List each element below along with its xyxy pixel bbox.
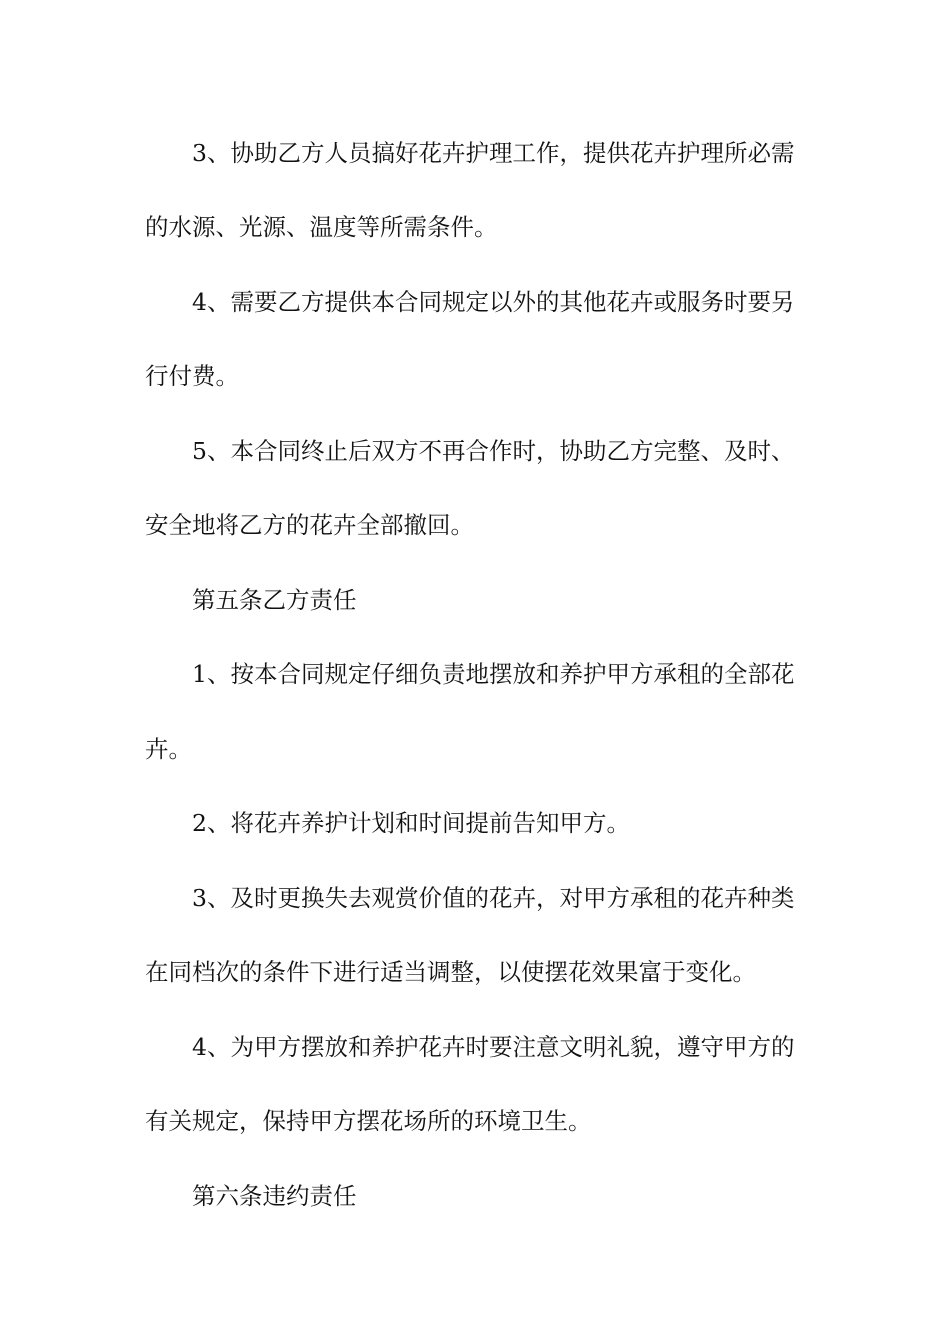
paragraph-line: 的水源、光源、温度等所需条件。	[145, 213, 498, 241]
paragraph-line: 1、按本合同规定仔细负责地摆放和养护甲方承租的全部花	[192, 660, 795, 688]
paragraph-line: 在同档次的条件下进行适当调整，以使摆花效果富于变化。	[145, 958, 756, 986]
paragraph-line: 有关规定，保持甲方摆花场所的环境卫生。	[145, 1107, 592, 1135]
paragraph-line: 5、本合同终止后双方不再合作时，协助乙方完整、及时、	[192, 437, 795, 465]
paragraph-line: 安全地将乙方的花卉全部撤回。	[145, 511, 474, 539]
section-heading: 第六条违约责任	[192, 1182, 357, 1210]
paragraph-line: 4、需要乙方提供本合同规定以外的其他花卉或服务时要另	[192, 288, 795, 316]
paragraph-line: 4、为甲方摆放和养护花卉时要注意文明礼貌，遵守甲方的	[192, 1033, 795, 1061]
paragraph-line: 卉。	[145, 735, 192, 763]
section-heading: 第五条乙方责任	[192, 586, 357, 614]
paragraph-line: 行付费。	[145, 362, 239, 390]
paragraph-line: 3、及时更换失去观赏价值的花卉，对甲方承租的花卉种类	[192, 884, 795, 912]
paragraph-line: 3、协助乙方人员搞好花卉护理工作，提供花卉护理所必需	[192, 139, 795, 167]
paragraph-line: 2、将花卉养护计划和时间提前告知甲方。	[192, 809, 630, 837]
